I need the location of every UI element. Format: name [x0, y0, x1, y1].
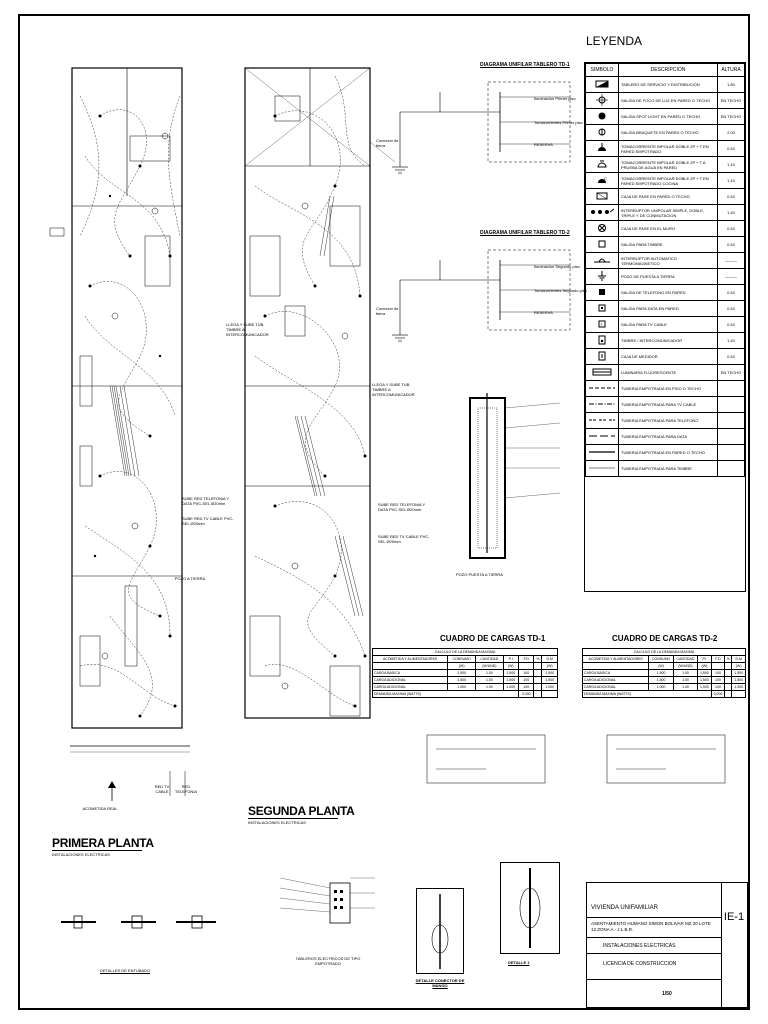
cargas2-unit: (W)	[732, 663, 746, 670]
legend-row	[586, 269, 745, 285]
legend-body	[586, 77, 745, 477]
legend-row-height: 1.80	[718, 77, 745, 93]
legend-row-height: ———	[718, 253, 745, 269]
legend-row-height: 1.10	[718, 173, 745, 189]
cargas2-cell-empty	[725, 670, 732, 677]
legend-header-description: DESCRIPCION	[619, 64, 718, 77]
note-acometida: ACOMETIDA REAL	[82, 806, 118, 811]
cargas2-cell: 100	[711, 670, 725, 677]
second-floor-plan	[235, 56, 385, 756]
tableros-label: TABLEROS ELECTRICOS DE TIPO EMPOTRADO	[295, 956, 361, 966]
legend-row-height: 1.10	[718, 157, 745, 173]
cargas2-unit: (W)	[649, 663, 674, 670]
cargas2-cell-empty	[725, 677, 732, 684]
td2-line-3: RESERVA	[534, 310, 553, 315]
cargas2-cell: 1,000	[649, 684, 674, 691]
td1-ground-label: Conexion de tierra	[376, 138, 399, 148]
cargas1-cell: 1,500	[542, 670, 558, 677]
legend-row-description: INTERRUPTOR AUTOMATICO TERMOMAGNETICO	[619, 253, 718, 269]
cargas2-cell: 1.00	[673, 670, 697, 677]
cargas1-row	[373, 670, 558, 677]
cargas1-cell: 1,000	[542, 684, 558, 691]
legend-frame	[584, 62, 746, 592]
legend-row-description: TUBERIA EMPOTRADA EN PARED O TECHO	[619, 445, 718, 461]
long-dash-icon	[586, 429, 619, 445]
ceiling-light-icon	[586, 93, 619, 109]
tb-project: VIVIENDA UNIFAMILIAR	[591, 905, 659, 911]
cargas2-total-label: DEMANDA MAXIMA (WATTS)	[583, 691, 712, 698]
cargas1-header: F.D	[519, 656, 534, 663]
tb-divider-1	[587, 917, 721, 918]
legend-row-height: 0.40	[718, 349, 745, 365]
td1-line-3: RESERVA	[534, 142, 553, 147]
td2-diagram	[370, 240, 580, 350]
cargas1-title: CUADRO DE CARGAS TD-1	[440, 634, 546, 643]
legend-table	[585, 63, 745, 477]
cargas1-unit	[534, 663, 542, 670]
cargas2-unit: (W/UND)	[673, 663, 697, 670]
cargas1-cell: 1,500	[503, 677, 518, 684]
cargas2-cell: 1,500	[732, 670, 746, 677]
legend-row-height	[718, 381, 745, 397]
title-block	[586, 882, 748, 1008]
cargas2-header: ACOMETIDA Y ALIMENTADORES	[583, 656, 649, 663]
cargas1-total: 3,000	[519, 691, 534, 698]
cargas2-cell: 1,500	[698, 677, 712, 684]
cargas1-cell: 1,000	[503, 684, 518, 691]
cargas2-row	[583, 684, 746, 691]
dashed-line-icon	[586, 381, 619, 397]
cargas1-table	[372, 648, 558, 698]
cargas2-header: P.I	[698, 656, 712, 663]
distribution-board-icon	[586, 77, 619, 93]
cargas2-cell: 1,000	[698, 684, 712, 691]
ground-icon	[586, 269, 619, 285]
cargas2-unit: (W)	[698, 663, 712, 670]
cargas2-table	[582, 648, 746, 698]
cargas1-header: D.M	[542, 656, 558, 663]
cargas1-cell: 1.00	[476, 670, 503, 677]
legend-row-description: TOMACORRIENTE BIPOLAR DOBLE 2P + T A PRUEBA DE AGUA EN PARED	[619, 157, 718, 173]
note-timbre: LLEGA Y SUBE TUB. TIMBRE A INTERCOMUNICADOR	[226, 322, 269, 337]
solid-line-icon	[586, 445, 619, 461]
cargas1-cell: CARGA ADICIONAL	[373, 684, 448, 691]
cargas2-header: CONSUMO	[649, 656, 674, 663]
cargas1-cell: 100	[519, 677, 534, 684]
legend-row-height: 0.40	[718, 189, 745, 205]
cargas1-cell-empty	[534, 670, 542, 677]
legend-row-height	[718, 413, 745, 429]
legend-row-description: SALIDA PARA DATA EN PARED	[619, 301, 718, 317]
legend-row	[586, 237, 745, 253]
legend-row-description: TUBERIA EMPOTRADA PARA DATA	[619, 429, 718, 445]
double-dash-icon	[586, 413, 619, 429]
legend-header-height: ALTURA	[718, 64, 745, 77]
legend-row-height: 1.40	[718, 205, 745, 221]
cargas2-unit	[583, 663, 649, 670]
tb-address: ASENTAMIENTO HUMANO SIMON BOLIVAR MZ 20 LOTE 12 ZONA A - J.L.B.R.	[591, 921, 711, 932]
data-outlet-icon	[586, 301, 619, 317]
note-timbre-2: LLEGA Y SUBE TUB. TIMBRE A INTERCOMUNICADOR	[372, 382, 415, 397]
legend-row-description: SALIDA SPOT LIGHT EN PARED O TECHO	[619, 109, 718, 125]
td2-line-2: Tomacorrientes Segundo piso	[534, 288, 587, 293]
legend-row-height: 1.40	[718, 333, 745, 349]
legend-row-height: 0.40	[718, 221, 745, 237]
cargas1-cell: CARGA BASICA	[373, 670, 448, 677]
legend-row-height: ———	[718, 269, 745, 285]
legend-row	[586, 221, 745, 237]
legend-row-height	[718, 461, 745, 477]
cargas1-cell: CARGA ADICIONAL	[373, 677, 448, 684]
cargas1-unit	[373, 663, 448, 670]
legend-row-description: TOMACORRIENTE BIPOLAR DOBLE 2P + T EN PARED EMPOTRADO COCINA	[619, 173, 718, 189]
td1-line-1: Iluminacion Primer piso	[534, 96, 576, 101]
cargas1-total-label: DEMANDA MAXIMA (WATTS)	[373, 691, 519, 698]
cargas2-header: F.D	[711, 656, 725, 663]
td2-ground-label: Conexion de tierra	[376, 306, 399, 316]
legend-row-description: POZO DE PUESTA A TIERRA	[619, 269, 718, 285]
legend-row-height	[718, 429, 745, 445]
td2-title: DIAGRAMA UNIFILAR TABLERO TD-2	[480, 230, 570, 236]
thin-line-icon	[586, 461, 619, 477]
cargas1-header: ACOMETIDA Y ALIMENTADORES	[373, 656, 448, 663]
legend-row-description: TUBERIA EMPOTRADA EN PISO O TECHO	[619, 381, 718, 397]
cargas1-subtitle: CALCULO DE LA DEMANDA MAXIMA	[373, 649, 558, 656]
legend-row-description: SALIDA DE FOCO DE LUZ EN PARED O TECHO	[619, 93, 718, 109]
note-red-tv-cable-1: SUBE RED TV CABLE PVC-SEL Ø20mm	[182, 516, 234, 526]
cargas1-row	[373, 677, 558, 684]
phone-outlet-icon	[586, 285, 619, 301]
cargas2-row	[583, 670, 746, 677]
cargas1-cell: 100	[519, 684, 534, 691]
wall-bracket-icon	[586, 125, 619, 141]
td1-calc-sketch	[426, 734, 546, 784]
intercom-icon	[586, 333, 619, 349]
legend-title: LEYENDA	[586, 34, 643, 48]
legend-row-description: TIMBRE / INTERCOMUNICADOR	[619, 333, 718, 349]
cargas1-cell: 1,500	[448, 670, 476, 677]
legend-row-height	[718, 397, 745, 413]
legend-row-height: 0.40	[718, 237, 745, 253]
legend-row	[586, 349, 745, 365]
cargas1-header: CONSUMO	[448, 656, 476, 663]
legend-row-height: EN TECHO	[718, 93, 745, 109]
legend-row-height: EN TECHO	[718, 365, 745, 381]
cargas1-unit: (W)	[542, 663, 558, 670]
legend-row	[586, 93, 745, 109]
cargas1-unit: (W)	[503, 663, 518, 670]
legend-row	[586, 77, 745, 93]
legend-row	[586, 109, 745, 125]
cargas2-cell: CARGA ADICIONAL	[583, 677, 649, 684]
legend-row-description: SALIDA PARA TIMBRE	[619, 237, 718, 253]
legend-row-description: SALIDA DE TELEFONO EN PARED	[619, 285, 718, 301]
tb-specialty: INSTALACIONES ELECTRICAS	[603, 943, 676, 949]
legend-row	[586, 445, 745, 461]
tb-purpose: LICENCIA DE CONSTRUCCION	[603, 961, 677, 967]
note-red-tv-cable-2: SUBE RED TV CABLE PVC-SEL Ø20mm	[378, 534, 430, 544]
dash-dot-line-icon	[586, 397, 619, 413]
legend-row-description: TUBERIA EMPOTRADA PARA TELEFONO	[619, 413, 718, 429]
legend-row-height: 2.00	[718, 125, 745, 141]
legend-row-description: INTERRUPTOR UNIPOLAR SIMPLE, DOBLE, TRIPLE Y DE CONMUTACION	[619, 205, 718, 221]
svg-text:T: T	[600, 322, 603, 327]
legend-row-height: 0.40	[718, 301, 745, 317]
legend-row-description: TABLERO DE SERVICIO Y DISTRIBUCION	[619, 77, 718, 93]
entubado-details	[56, 892, 226, 952]
legend-row	[586, 125, 745, 141]
legend-row	[586, 157, 745, 173]
cargas1-unit: (W)	[448, 663, 476, 670]
legend-row	[586, 333, 745, 349]
legend-row-description: LUMINARIA FLUORESCENTE	[619, 365, 718, 381]
cargas2-header: %	[726, 657, 730, 661]
svg-text:C: C	[604, 176, 607, 181]
td1-title: DIAGRAMA UNIFILAR TABLERO TD-1	[480, 62, 570, 68]
cargas1-header: CANTIDAD	[476, 656, 503, 663]
cargas2-cell: 1,500	[649, 670, 674, 677]
junction-box-icon	[586, 189, 619, 205]
note-red-telefonia: RED TELEFONIA	[174, 784, 198, 794]
legend-row	[586, 397, 745, 413]
cargas2-row	[583, 677, 746, 684]
cargas1-cell-empty	[534, 677, 542, 684]
conector-label: DETALLE CONECTOR DE MANGO	[415, 978, 465, 988]
detalle1-label: DETALLE 1	[508, 960, 530, 965]
cargas2-subtitle: CALCULO DE LA DEMANDA MAXIMA	[583, 649, 746, 656]
cargas1-header: P.I	[503, 656, 518, 663]
legend-row-description: SALIDA PARA TV CABLE	[619, 317, 718, 333]
pozo-label: POZO PUESTA A TIERRA	[456, 572, 503, 577]
legend-row	[586, 365, 745, 381]
cargas2-cell: CARGA ADICIONAL	[583, 684, 649, 691]
cargas1-unit	[519, 663, 534, 670]
cargas2-header: D.M	[732, 656, 746, 663]
legend-row-height: EN TECHO	[718, 109, 745, 125]
cargas2-cell: 1,500	[698, 670, 712, 677]
legend-row-description: SALIDA BRAQUETE EN PARED O TECHO	[619, 125, 718, 141]
legend-row	[586, 205, 745, 221]
legend-row-description: CAJA DE PASE EN EL MURO	[619, 221, 718, 237]
pozo-tierra-detail	[460, 388, 580, 568]
cargas1-cell-empty	[534, 684, 542, 691]
conector-drawing	[417, 889, 463, 973]
cargas1-cell: 1,000	[448, 684, 476, 691]
note-red-tv-1: RED TV CABLE	[154, 784, 170, 794]
legend-row-height: 0.40	[718, 285, 745, 301]
td2-calc-sketch	[606, 734, 726, 784]
cargas2-cell: 1.00	[673, 684, 697, 691]
cargas1-cell: 1,500	[448, 677, 476, 684]
note-red-telefonia-data-1: SUBE RED TELEFONIA Y DATA PVC-SEL Ø20mm	[182, 496, 230, 506]
note-red-telefonia-data-2: SUBE RED TELEFONIA Y DATA PVC-SEL Ø20mm	[378, 502, 426, 512]
cargas2-cell-empty	[725, 684, 732, 691]
tb-divider-3	[587, 953, 721, 954]
legend-row-description: CAJA DE PASE EN PARED O TECHO	[619, 189, 718, 205]
cargas2-cell: 1,500	[732, 677, 746, 684]
legend-row	[586, 173, 745, 189]
legend-row	[586, 413, 745, 429]
legend-row	[586, 253, 745, 269]
timer-icon	[586, 221, 619, 237]
first-floor-plan	[40, 56, 200, 806]
cargas2-title: CUADRO DE CARGAS TD-2	[612, 634, 718, 643]
cargas2-cell: CARGA BASICA	[583, 670, 649, 677]
legend-row	[586, 301, 745, 317]
drawing-sheet	[18, 14, 750, 1010]
cargas1-cell: 100	[519, 670, 534, 677]
breaker-icon	[586, 253, 619, 269]
meter-icon	[586, 349, 619, 365]
cargas1-cell: 1.00	[476, 677, 503, 684]
td1-line-2: Tomacorrientes Primer piso	[534, 120, 583, 125]
tb-scale: 1/50	[662, 991, 672, 997]
second-floor-underline	[248, 818, 338, 819]
cargas2-cell: 100	[711, 684, 725, 691]
legend-row	[586, 461, 745, 477]
legend-row	[586, 429, 745, 445]
second-floor-title: SEGUNDA PLANTA	[248, 804, 355, 818]
tv-outlet-icon	[586, 317, 619, 333]
legend-row-height: 0.40	[718, 317, 745, 333]
tb-divider-2	[587, 937, 721, 938]
legend-header-symbol: SIMBOLO	[586, 64, 619, 77]
legend-row-description: TUBERIA EMPOTRADA PARA TIMBRE	[619, 461, 718, 477]
cargas2-header: CANTIDAD	[673, 656, 697, 663]
cargas1-row	[373, 684, 558, 691]
legend-row	[586, 285, 745, 301]
cargas1-unit: (W/UND)	[476, 663, 503, 670]
legend-row-height: 0.40	[718, 141, 745, 157]
cargas2-total: 3,000	[711, 691, 725, 698]
tableros-detail	[270, 868, 380, 968]
legend-row	[586, 141, 745, 157]
cargas1-header: %	[534, 656, 542, 663]
legend-row	[586, 189, 745, 205]
cargas1-cell: 1,500	[503, 670, 518, 677]
outlet-high-icon	[586, 157, 619, 173]
tb-divider-4	[587, 979, 721, 980]
conector-box	[416, 888, 464, 974]
note-pozo-tierra: POZO A TIERRA	[174, 576, 206, 581]
first-floor-subtitle: INSTALACIONES ELECTRICAS	[52, 852, 110, 857]
doorbell-icon	[586, 237, 619, 253]
detalle1-box	[500, 862, 560, 954]
fluorescent-icon	[586, 365, 619, 381]
spot-light-icon	[586, 109, 619, 125]
tb-vertical-divider	[721, 883, 722, 1007]
cargas2-cell: 1,500	[649, 677, 674, 684]
second-floor-subtitle: INSTALACIONES ELECTRICAS	[248, 820, 306, 825]
cargas1-cell: 1,500	[542, 677, 558, 684]
tb-sheet: IE-1	[723, 911, 745, 923]
legend-row-description: TOMACORRIENTE BIPOLAR DOBLE 2P + T EN PARED EMPOTRADO	[619, 141, 718, 157]
first-floor-title: PRIMERA PLANTA	[52, 836, 154, 850]
legend-row-description: TUBERIA EMPOTRADA PARA TV CABLE	[619, 397, 718, 413]
switch-group-icon	[586, 205, 619, 221]
outlet-kitchen-icon	[586, 173, 619, 189]
legend-row	[586, 381, 745, 397]
td2-line-1: Iluminacion Segundo piso	[534, 264, 580, 269]
entubado-label: DETALLES DE ENTUBADO	[100, 968, 151, 973]
td1-diagram	[370, 72, 580, 182]
cargas2-unit	[711, 663, 725, 670]
legend-row-height	[718, 445, 745, 461]
cargas2-cell: 100	[711, 677, 725, 684]
legend-row-description: CAJA DE MEDIDOR	[619, 349, 718, 365]
cargas2-cell: 1.00	[673, 677, 697, 684]
cargas2-unit	[725, 663, 732, 670]
detalle1-drawing	[501, 863, 559, 953]
outlet-double-icon	[586, 141, 619, 157]
cargas2-cell: 1,000	[732, 684, 746, 691]
first-floor-underline	[52, 850, 142, 851]
legend-row	[586, 317, 745, 333]
cargas1-cell: 1.00	[476, 684, 503, 691]
